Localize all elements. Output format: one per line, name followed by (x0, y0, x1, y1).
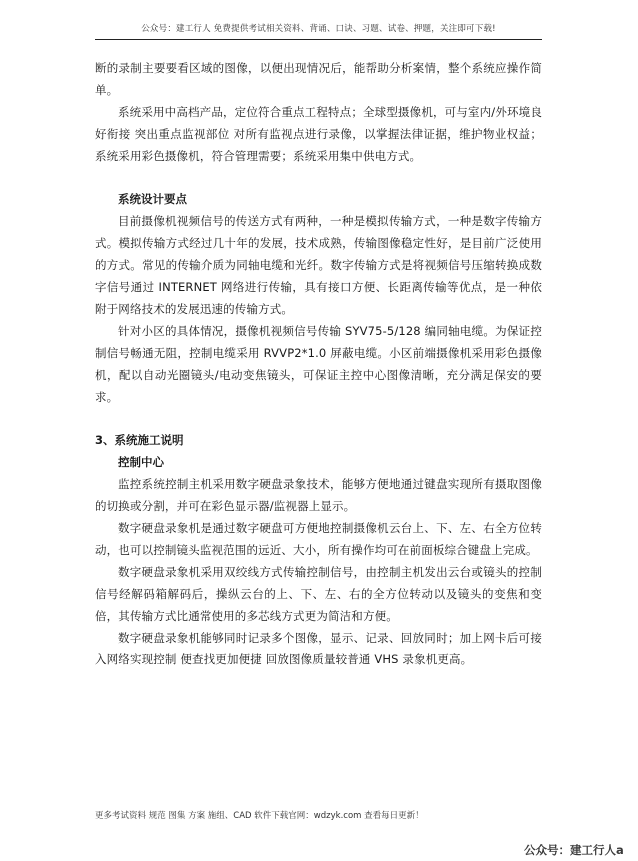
paragraph-recording: 断的录制主要要看区域的图像，以便出现情况后，能帮助分析案情，整个系统应操作简单。 (95, 61, 542, 97)
paragraph-dvr-recording: 数字硬盘录象机能够同时记录多个图像，显示、记录、回放同时；加上网卡后可接入网络实现控制 便查找更加便捷 回放图像质量较普通 VHS 录象机更高。 (95, 630, 542, 667)
section-heading-design: 系统设计要点 (118, 192, 187, 207)
footer-note: 更多考试资料 规范 图集 方案 施组、CAD 软件下载官网：wdzyk.com 查看每日更新！ (95, 811, 424, 821)
spacer (95, 408, 542, 430)
spacer (95, 168, 542, 190)
page-header: 公众号：建工行人 免费提供考试相关资料、背诵、口诀、习题、试卷、押题，关注即可下载! (141, 24, 496, 34)
section-heading-construction: 3、系统施工说明 (95, 433, 184, 448)
watermark-label: 公众号：建工行人a (524, 843, 624, 857)
paragraph-dvr-signal: 数字硬盘录象机采用双绞线方式传输控制信号，由控制主机发出云台或镜头的控制信号经解码箱解码后，操纵云台的上、下、左、右的全方位转动以及镜头的变焦和变倍，其传输方式比通常使用的多芯线方式更为简洁和方便。 (95, 564, 542, 623)
paragraph-cabling: 针对小区的具体情况，摄像机视频信号传输 SYV75-5/128 编同轴电缆。为保证控制信号畅通无阻，控制电缆采用 RVVP2*1.0 屏蔽电缆。小区前端摄像机采用彩色摄像机，配以自动光圈镜头/电动变焦镜头，可保证主控中心图像清晰，充分满足保安的要求。 (95, 323, 542, 404)
paragraph-system-products: 系统采用中高档产品，定位符合重点工程特点；全球型摄像机，可与室内/外环境良好衔接 突出重点监视部位 对所有监视点进行录像，以掌握法律证据，维护物业权益；系统采用彩色摄像机，符合管理需要；系统采用集中供电方式。 (95, 104, 542, 163)
paragraph-transmission: 目前摄像机视频信号的传送方式有两种，一种是模拟传输方式，一种是数字传输方式。模拟传输方式经过几十年的发展，技术成熟，传输图像稳定性好，是目前广泛使用的方式。常见的传输介质为同轴电缆和光纤。数字传输方式是将视频信号压缩转换成数字信号通过 INTERNET 网络进行传输，具有接口方便、长距离传输等优点，是一种依附于网络技术的发展迅速的传输方式。 (95, 214, 542, 316)
document-body (95, 58, 542, 671)
subheading-control-center: 控制中心 (118, 455, 164, 470)
header-divider (95, 39, 542, 40)
paragraph-control-host: 监控系统控制主机采用数字硬盘录象技术，能够方便地通过键盘实现所有摄取图像的切换或分割，并可在彩色显示器/监视器上显示。 (95, 477, 542, 514)
paragraph-dvr-ptz: 数字硬盘录象机是通过数字硬盘可方便地控制摄像机云台上、下、左、右全方位转动，也可以控制镜头监视范围的远近、大小，所有操作均可在前面板综合键盘上完成。 (95, 521, 542, 557)
